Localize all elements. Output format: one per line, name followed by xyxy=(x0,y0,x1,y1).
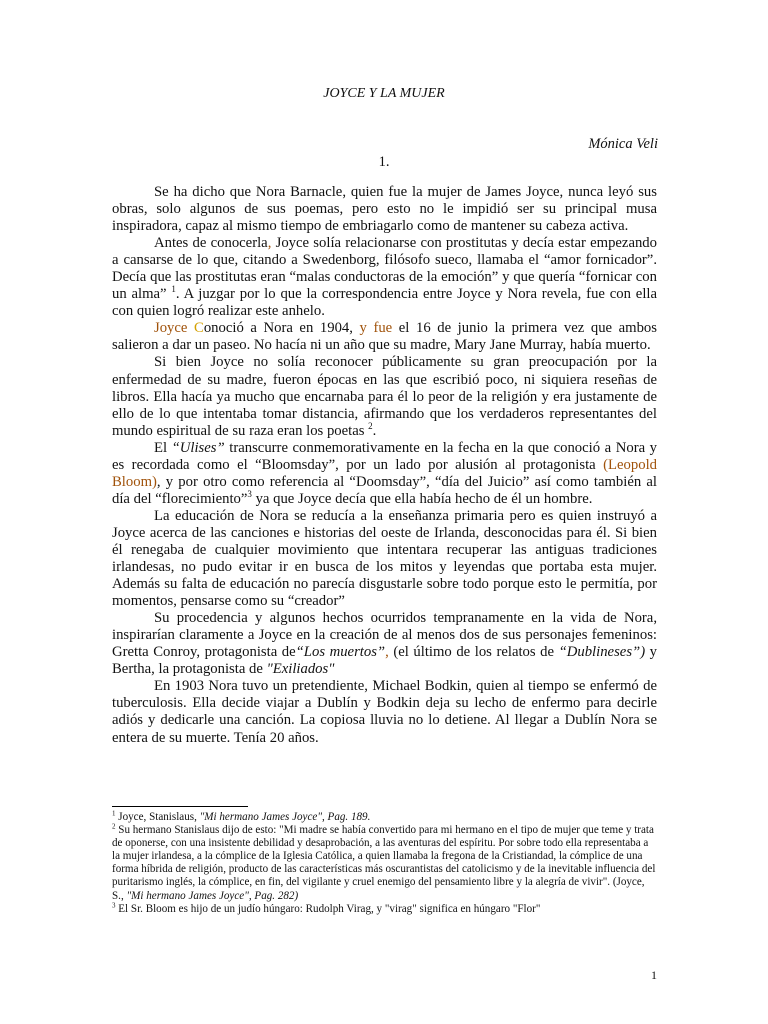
body-text xyxy=(112,184,657,747)
paragraph-5: El “Ulises” transcurre conmemorativamente en la fecha en la que conoció a Nora y es recordada como el “Bloomsday”, por un lado por alusión al protagonista (Leopold Bloom), y por otro como referencia al “Doomsday”, “día del Juicio” así como también al día del “florecimiento”$^3$ ya que Joyce decía que ella había hecho de él un hombre. xyxy=(112,439,658,507)
footnote-ref-1: 1 xyxy=(171,284,176,295)
paragraph-1: Se ha dicho que Nora Barnacle, quien fue la mujer de James Joyce, nunca leyó sus obras, solo algunos de sus poemas, pero esto no le impidió ser su principal musa inspiradora, capaz al mismo tiempo de embriagarlo como de mantener su cabeza activa. xyxy=(112,184,657,235)
section-number: 1. xyxy=(378,154,390,170)
paragraph-6: La educación de Nora se reducía a la enseñanza primaria pero es quien instruyó a Joyce acerca de las canciones e historias del oeste de Irlanda, desconocidas para él. Si bien él renegaba de cualquier movimiento que intentara recuperar las antiguas tradiciones irlandesas, no pudo evitar ir en busca de los mitos y leyendas que portaba esta mujer. Además su falta de educación no parecía disgustarle sobre todo porque esto le permitía, por momentos, pensarse como su “creador” xyxy=(112,507,657,610)
dublineses-title: “Dublineses”) xyxy=(558,644,646,661)
paragraph-7: Su procedencia y algunos hechos ocurridos tempranamente en la vida de Nora, inspirarían claramente a Joyce en la creación de al menos dos de sus personajes femeninos: Gretta Conroy, protagonista de“Los muertos”, (el último de los relatos de “Dublineses”) y Bertha, la protagonista de "Exiliados" xyxy=(112,610,658,678)
paragraph-2: Antes de conocerla, Joyce solía relacionarse con prostitutas y decía estar empezando a cansarse de lo que, citando a Swedenborg, filósofo sueco, llamaba el “amor fornicador”. Decía que las prostitutas eran “malas conductoras de la emoción” y que quería “fornicar con un alma” $^1$. A juzgar por lo que la correspondencia entre Joyce y Nora revela, fue con ella con quien logró realizar este anhelo. xyxy=(112,235,658,320)
footnote-1: $^1$ Joyce, Stanislaus, "Mi hermano James Joyce", Pag. 189. xyxy=(112,809,371,823)
highlighted-y-fue: y fue xyxy=(359,320,393,337)
page-number: 1 xyxy=(651,968,657,982)
exiliados-title: "Exiliados" xyxy=(266,661,335,678)
author-name: Mónica Veli xyxy=(588,136,658,152)
footnote-2: $^2$ Su hermano Stanislaus dijo de esto: "Mi madre se había convertido para mi hermano en el tipo de mujer que teme y trata de oponerse, con una insistente debilidad y desaprobación, a las aventuras del espíritu. Por sobre todo ella representaba a la mujer irlandesa, a la cómplice de la Iglesia Católica, a quien llamaba la fregona de la Cristiandad, la cómplice de una forma híbrida de religión, producto de las características más oscurantistas del catolicismo y de la inevitable influencia del puritarismo inglés, la cómplice, en fin, del vigilante y cruel enemigo del pensamiento libre y la alegría de vivir". (Joyce, S., "Mi hermano James Joyce", Pag. 282) xyxy=(112,822,656,902)
highlighted-c: C xyxy=(194,320,204,337)
paragraph-4: Si bien Joyce no solía reconocer públicamente su gran preocupación por la enfermedad de su madre, fueron épocas en las que escribió poco, ni siquiera reseñas de libros. Ella hacía ya mucho que encarnaba para él lo peor de la religión y era justamente de ello de lo que intentaba tomar distancia, afirmando que los verdaderos representantes del mundo espiritual de su raza eran los poetas $^2$. xyxy=(112,354,657,439)
highlighted-comma: , xyxy=(267,235,272,252)
footnote-ref-2: 2 xyxy=(368,420,373,431)
document-title: JOYCE Y LA MUJER xyxy=(323,86,445,101)
paragraph-8: En 1903 Nora tuvo un pretendiente, Michael Bodkin, quien al tiempo se enfermó de tuberculosis. Ella decide viajar a Dublín y Bodkin deja su lecho de enfermo para decirle adiós y dedicarle una canción. La copiosa lluvia no lo detiene. Al llegar a Dublín Nora se entera de su muerte. Tenía 20 años. xyxy=(112,678,657,746)
footnotes xyxy=(112,811,657,916)
footnote-ref-3: 3 xyxy=(247,488,252,499)
highlighted-joyce: Joyce xyxy=(154,320,195,337)
highlighted-leopold-bloom: (Leopold Bloom) xyxy=(112,456,657,490)
los-muertos-title: “Los muertos” xyxy=(295,644,386,661)
ulises-title: “Ulises” xyxy=(171,439,225,456)
highlighted-comma: , xyxy=(385,644,389,661)
footnote-3: $^3$ El Sr. Bloom es hijo de un judío húngaro: Rudolph Virag, y "virag" significa en húngaro "Flor" xyxy=(112,900,541,915)
footnote-separator xyxy=(112,806,248,807)
paragraph-3: Joyce Conoció a Nora en 1904, y fue el 16 de junio la primera vez que ambos salieron a dar un paseo. No hacía ni un año que su madre, Mary Jane Murray, había muerto. xyxy=(112,320,657,354)
